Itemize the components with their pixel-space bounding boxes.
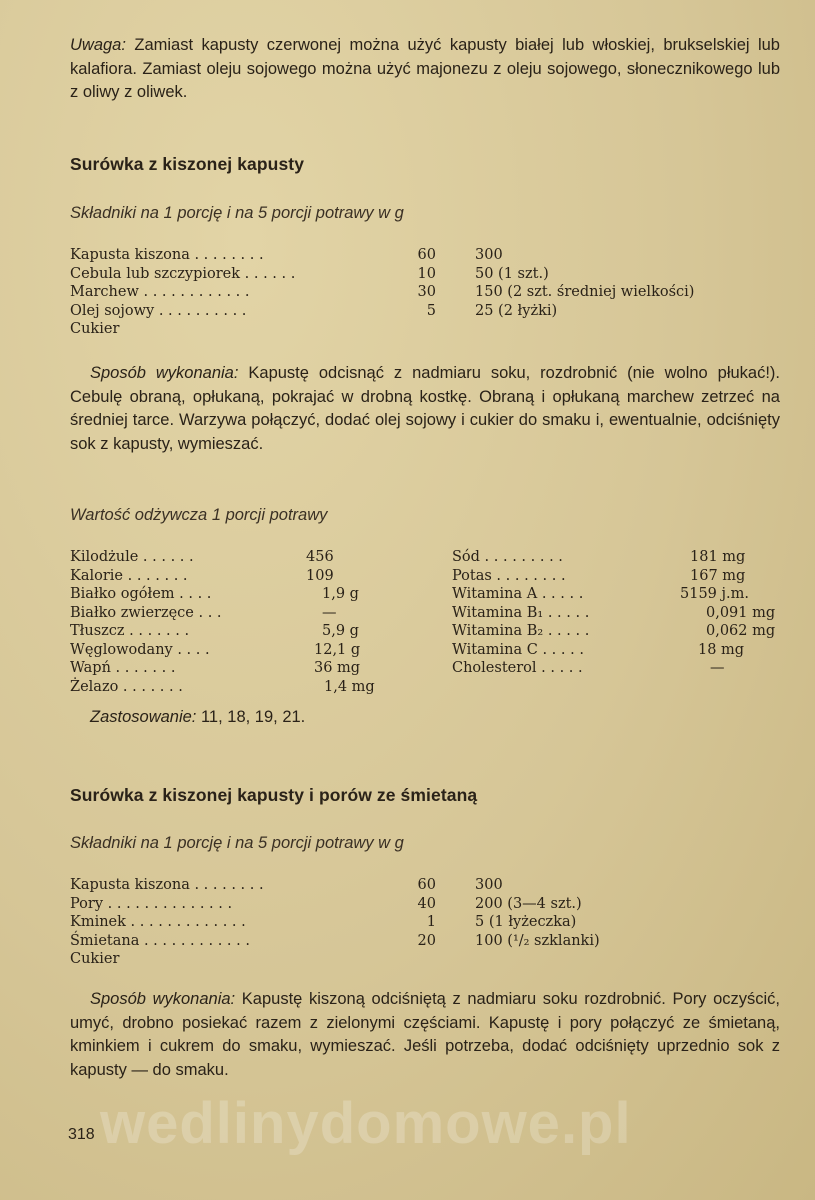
watermark-text: wedlinydomowe.pl	[100, 1091, 632, 1156]
recipe1-title: Surówka z kiszonej kapusty	[70, 154, 305, 174]
recipe1-nutrition-heading: Wartość odżywcza 1 porcji potrawy	[70, 506, 328, 524]
note-paragraph	[70, 34, 780, 105]
page-number: 318	[68, 1126, 95, 1143]
recipe2-title: Surówka z kiszonej kapusty i porów ze śmietaną	[70, 785, 478, 805]
recipe2-method	[70, 988, 780, 1082]
note-text: Zamiast kapusty czerwonej można użyć kapusty białej lub włoskiej, brukselskiej lub kalafiora. Zamiast oleju sojowego można użyć majonezu z oleju sojowego, słonecznikowego lub z oliwy z oliwek.	[70, 36, 780, 101]
method-text: Kapustę kiszoną odciśniętą z nadmiaru soku rozdrobnić. Pory oczyścić, umyć, drobno posiekać razem z zielonymi częściami. Kapustę i pory połączyć ze śmietaną, kminkiem i cukrem do smaku, wymieszać. Jeśli potrzeba, dodać odciśnięty uprzednio sok z kapusty — do smaku.	[70, 990, 780, 1079]
recipe1-method	[70, 362, 780, 456]
recipe1-ingredients-heading: Składniki na 1 porcję i na 5 porcji potrawy w g	[70, 204, 404, 222]
method-lead: Sposób wykonania:	[90, 364, 239, 382]
method-text: Kapustę odcisnąć z nadmiaru soku, rozdrobnić (nie wolno płukać!). Cebulę obraną, opłukaną, pokrajać w drobną kostkę. Obraną i opłukaną marchew zetrzeć na średniej tarce. Warzywa połączyć, dodać olej sojowy i cukier do smaku i, ewentualnie, odciśnięty sok z kapusty, wymieszać.	[70, 364, 780, 453]
book-page: Uwaga: Zamiast kapusty czerwonej można użyć kapusty białej lub włoskiej, brukselskiej lub kalafiora. Zamiast oleju sojowego można użyć majonezu z oleju sojowego, słonecznikowego lub z oliwy z oliwek. Surówka z kiszonej kapusty Składniki na 1 porcję i na 5 porcji potrawy w g Kapusta kiszona . . . . . . . . 60 300 Cebula lub szczypiorek . . . . . . 10 50 (1 szt.) Marchew . . . . . . . . . . . . 30 150 (2 szt. średniej wielkości) Olej sojowy . . . . . . . . . . 5 25 (2 łyżki) Cukier Sposób wykonania: Kapustę odcisnąć z nadmiaru soku, rozdrobnić (nie wolno płukać!). Cebulę obraną, opłukaną, pokrajać w drobną kostkę. Obraną i opłukaną marchew zetrzeć na średniej tarce. Warzywa połączyć, dodać olej sojowy i cukier do smaku i, ewentualnie, odciśnięty sok z kapusty, wymieszać. Wartość odżywcza 1 porcji potrawy Kilodżule . . . . . . 456 Kalorie . . . . . . . 109 Białko ogółem . . . . 1,9 g Białko zwierzęce . . . — Tłuszcz . . . . . . . 5,9 g Węglowodany . . . . 12,1 g Wapń . . . . . . . 36 mg Żelazo . . . . . . . 1,4 mg Sód . . . . . . . . . 181 mg Potas . . . . . . . . 167 mg Witamina A . . . . . 5159 j.m. Witamina B₁ . . . . . 0,091 mg Witamina B₂ . . . . . 0,062 mg Witamina C . . . . . 18 mg Cholesterol . . . . . — Zastosowanie: 11, 18, 19, 21. Surówka z kiszonej kapusty i porów ze śmietaną Składniki na 1 porcję i na 5 porcji potrawy w g Kapusta kiszona . . . . . . . . 60 300 Pory . . . . . . . . . . . . . . 40 200 (3—4 szt.) Kminek . . . . . . . . . . . . . 1 5 (1 łyżeczka) Śmietana . . . . . . . . . . . . 20 100 (¹/₂ szklanki) Cukier Sposób wykonania: Kapustę kiszoną odciśniętą z nadmiaru soku rozdrobnić. Pory oczyścić, umyć, drobno posiekać razem z zielonymi częściami. Kapustę i pory połączyć ze śmietaną, kminkiem i cukrem do smaku, wymieszać. Jeśli potrzeba, dodać odciśnięty uprzednio sok z kapusty — do smaku. wedlinydomowe.pl 318	[68, 36, 780, 1156]
method-lead: Sposób wykonania:	[90, 990, 236, 1008]
note-lead: Uwaga:	[70, 36, 126, 54]
recipe2-ingredients-heading: Składniki na 1 porcję i na 5 porcji potrawy w g	[70, 834, 404, 852]
recipe1-usage: Zastosowanie: 11, 18, 19, 21.	[90, 708, 306, 726]
